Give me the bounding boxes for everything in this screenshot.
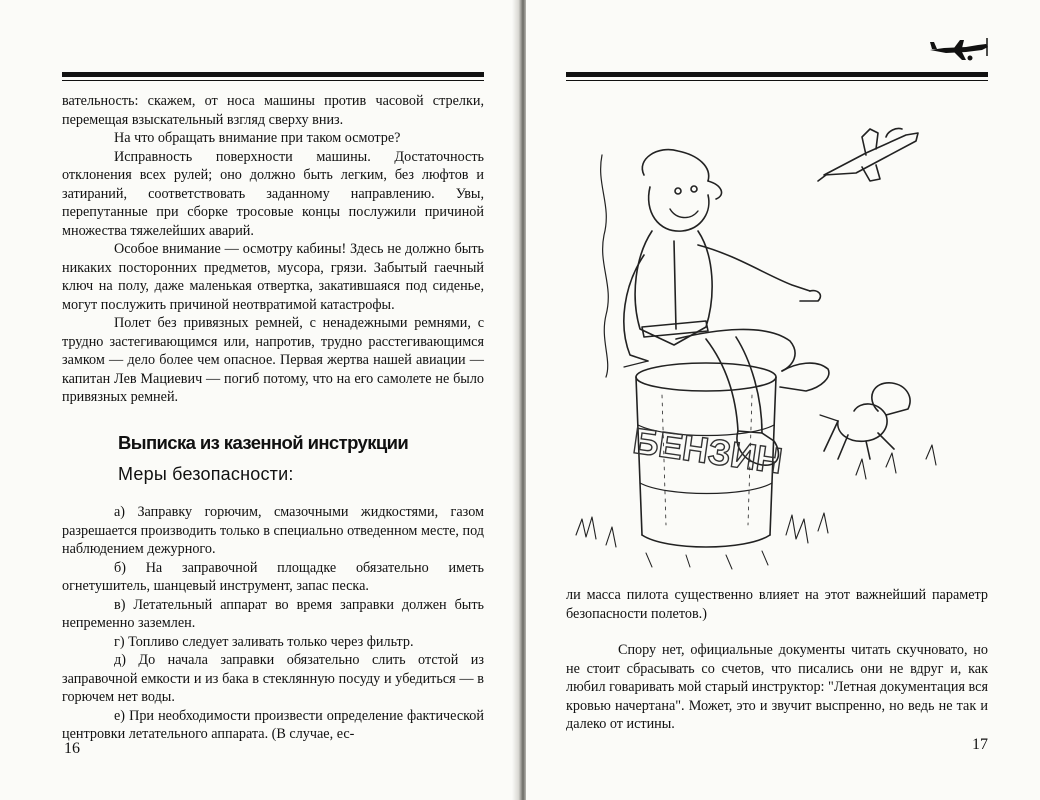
header-rule-thin (566, 80, 988, 81)
header-rule-thick (62, 72, 484, 77)
rule-item: г) Топливо следует заливать только через фильтр. (114, 633, 414, 650)
right-text (566, 586, 988, 734)
intro-paragraph: Исправность поверхности машины. Достаточность отклонения всех рулей; оно должно быть легким, без люфтов и затираний, соответствовать заданному направлению. Увы, перепутанные при сборке тросовые концы послужили причиной множества тяжелейших аварий. (62, 148, 484, 239)
barrel-label: БЕНЗИН (630, 419, 786, 482)
rule-item: а) Заправку горючим, смазочными жидкостями, газом разрешается производить только в специально отведенном месте, под наблюдением дежурного. (62, 504, 484, 557)
page-number-right: 17 (972, 736, 988, 753)
rule-item: б) На заправочной площадке обязательно иметь огнетушитель, шанцевый инструмент, запас песка. (62, 559, 484, 594)
rules-list (62, 503, 484, 744)
pilot-illustration (566, 115, 996, 575)
cartoon-plane-drawing (818, 128, 918, 181)
dog-drawing (820, 383, 910, 459)
intro-paragraph: Особое внимание — осмотру кабины! Здесь не должно быть никаких посторонних предметов, мусора, грязи. Забытый гаечный ключ на полу, даже маленькая отвертка, закатившаяся под сиденье, могут послужить причиной неотвратимой катастрофы. (62, 241, 484, 313)
intro-text (62, 92, 484, 407)
rule-item: е) При необходимости произвести определение фактической центровки летательного аппарата. (В случае, ес- (62, 707, 484, 742)
rule-item: д) До начала заправки обязательно слить отстой из заправочной емкости и из бака в стеклянную посуду и убедиться — в горючем нет воды. (62, 652, 484, 705)
section-subheading: Меры безопасности: (118, 464, 294, 484)
intro-paragraph: Полет без привязных ремней, с ненадежными ремнями, с трудно застегивающимся или, напротив, трудно расстегивающимся замком — дело более чем опасное. Первая жертва нашей авиации — капитан Лев Мациевич — погиб потому, что на его самолете не было привязных ремней. (62, 315, 484, 405)
intro-paragraph: вательность: скажем, от носа машины против часовой стрелки, перемещая взыскательный взгляд сверху вниз. (62, 93, 484, 128)
closing-paragraph: Спору нет, официальные документы читать скучновато, но не стоит сбрасывать со счетов, что писались они не вдруг и, как любил говаривать мой старый инструктор: "Летная документация вся кровью начертана". Может, это и звучит выспренно, но ведь не так и далеко от истины. (566, 642, 988, 732)
section-heading: Выписка из казенной инструкции (118, 432, 409, 453)
pilot-figure-drawing (624, 150, 829, 466)
intro-paragraph: На что обращать внимание при таком осмотре? (114, 130, 401, 146)
continuation-paragraph: ли масса пилота существенно влияет на этот важнейший параметр безопасности полетов.) (566, 587, 988, 622)
rule-item: в) Летательный аппарат во время заправки должен быть непременно заземлен. (62, 596, 484, 631)
header-rule-thick (566, 72, 988, 77)
airplane-icon (926, 36, 992, 66)
left-page (0, 0, 518, 800)
page-number-left: 16 (64, 740, 80, 757)
right-page (526, 0, 1040, 800)
header-rule-thin (62, 80, 484, 81)
